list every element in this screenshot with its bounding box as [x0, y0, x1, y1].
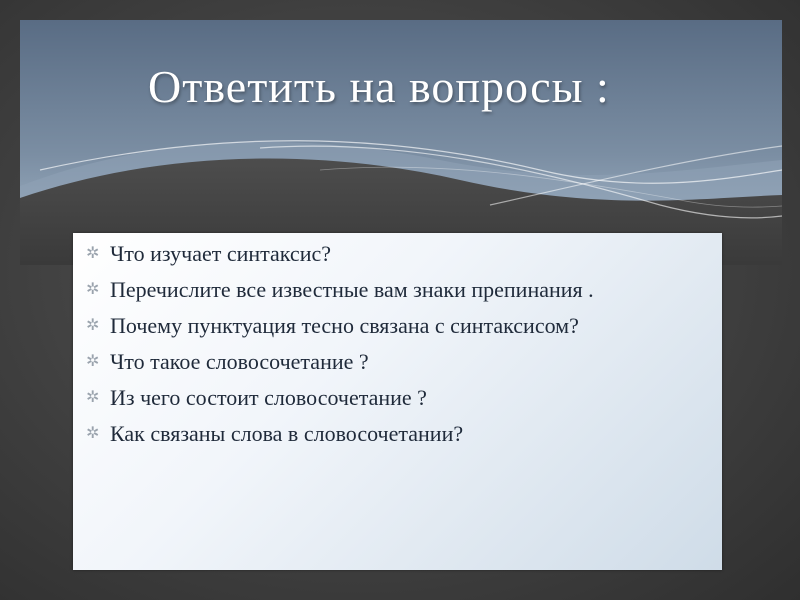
title-banner — [20, 20, 782, 265]
question-list — [85, 239, 702, 449]
question-text: Что такое словосочетание ? — [110, 349, 369, 374]
question-item-6 — [85, 419, 702, 449]
slide-title: Ответить на вопросы : — [148, 61, 610, 112]
questions-panel — [73, 233, 722, 570]
question-text: Перечислите все известные вам знаки препинания . — [110, 277, 594, 302]
question-item-4 — [85, 347, 702, 377]
question-text: Почему пунктуация тесно связана с синтаксисом? — [110, 313, 579, 338]
question-item-3 — [85, 311, 702, 341]
asterisk-bullet-icon: ✲ — [86, 389, 100, 406]
asterisk-bullet-icon: ✲ — [86, 281, 100, 298]
asterisk-bullet-icon: ✲ — [86, 425, 100, 442]
question-item-1 — [85, 239, 702, 269]
asterisk-bullet-icon: ✲ — [86, 353, 100, 370]
asterisk-bullet-icon: ✲ — [86, 245, 100, 262]
question-text: Что изучает синтаксис? — [110, 241, 331, 266]
question-item-2 — [85, 275, 702, 305]
question-text: Из чего состоит словосочетание ? — [110, 385, 427, 410]
banner-wave-graphic — [20, 20, 782, 265]
asterisk-bullet-icon: ✲ — [86, 317, 100, 334]
question-item-5 — [85, 383, 702, 413]
question-text: Как связаны слова в словосочетании? — [110, 421, 464, 446]
